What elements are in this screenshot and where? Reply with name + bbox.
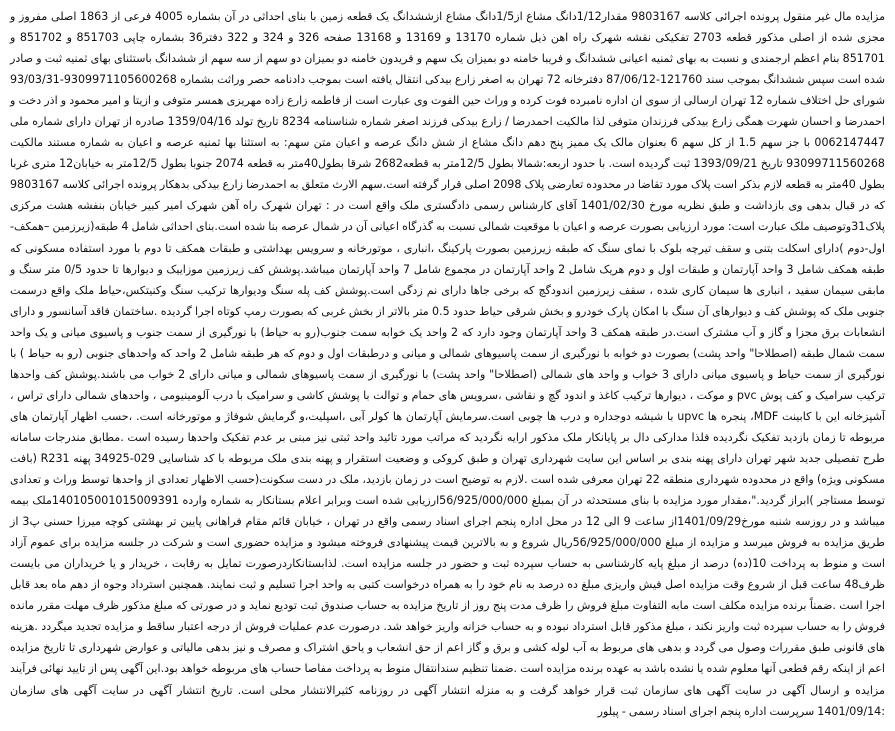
auction-notice-text: مزایده مال غیر منقول پرونده اجرائی کلاسه 9803167 مقدار1/12دانگ مشاع از1/5دانگ مشاع ازششدانگ یک قطعه زمین با بنای احداثی در آن بشماره 4005 فرعی از 1863 اصلی مفروز و مجزی شده از اصلی مذکور قطعه 2703 تفکیکی نقشه شهرک راه اهن ذیل شماره 13170 و 13169 و 13168 صفحه 326 و 324 و 322 دفتر36 بشماره چاپی 851703 و 851702 و 851701 بنام اعظم ارجمندی و نسبت به بهای ثمنیه اعیانی ششدانگ و فریبا خامنه دو بمیزان یک سهم و فریدون خامنه دو بمیزان دو سهم از سه سهم از ششدانگ باستثنای بهای ثمنیه ثبت و صادر شده است سپس ششدانگ بموجب سند 121760-87/06/12 دفترخانه 72 تهران به اصغر زارع بیدکی انتقال یافته است بموجب دادنامه حصر وراثت بشماره 9309971105600268-93/03/31 شورای حل اختلاف شماره 12 تهران ارسالی از سوی ان اداره نامبرده فوت کرده و وراث حین الفوت وی عبارت است از فاطمه زارع زاده مهریزی همسر متوفی و ازیتا و امیر محمود و اذر دخت و احمدرضا و احسان شهرت همگی زارع بیدکی فرزندان متوفی لذا مالکیت احمدرضا / زارع بیدکی فرزند اصغر شماره شناسنامه 8234 تاریخ تولد 1359/04/16 صادره از تهران دارای شماره ملی 0062147447 با جز سهم 1.5 از کل سهم 6 بعنوان مالک یک ممیز پنج دهم دانگ مشاع از شش دانگ عرصه و اعیان متن سهم: به استثنا بها ثمنیه عرصه و اعیان به شماره مستند مالکیت 93099711560268 تاریخ 1393/09/21 ثبت گردیده است. با حدود اربعه:شمالا بطول 12/5متر به قطعه2682 شرقا بطول40متر به قطعه 2074 جنوبا بطول 12/5متر به خیابان12 متری غربا بطول 40متر به قطعه لازم بذکر است پلاک مورد تقاضا در محدوده تعارضی پلاک 2098 اصلی قرار گرفته است.سهم الارث متعلق به احمدرضا زارع بیدکی بدهکار پرونده اجرائی کلاسه 9803167 که در قبال بدهی وی بازداشت و طبق نظریه مورخ 1401/02/30 آقای کارشناس رسمی دادگستری ملک واقع است در : تهران شهرک راه آهن شهرک امیر کبیر خیابان بنفشه هشت مرکزی پلاک31وتوصیف ملک عبارت است: مورد ارزیابی بصورت عرصه و اعیان با موقعیت شمالی نسبت به گذرگاه اعیانی آن در شمال عرصه بنا شده است.بنای احداثی شامل 4 طبقه(زیرزمین –همکف-اول-دوم )دارای اسکلت بتنی و سقف تیرچه بلوک با نمای سنگ که طبقه زیرزمین بصورت پارکینگ ،انباری ، موتورخانه و سرویس بهداشتی و طبقات همکف تا دوم با مورد استفاده مسکونی که طبقه همکف شامل 3 واحد آپارتمان و طبقات اول و دوم هریک شامل 2 واحد آپارتمان در مجموع شامل 7 واحد آپارتمان میباشد.پوشش کف زیرزمین موزاییک و دیوارها تا حدود 0/5 متر سنگ و مابقی سیمان سفید ، انباری ها سیمان کاری شده ، سقف زیرزمین اندودگچ که برخی جاها دارای نم زدگی است.پوشش کف پله سنگ ودیوارها ترکیب سنگ وکنیتکس،حیاط ملک واقع درسمت جنوبی ملک که پوشش کف و دیوارهای آن سنگ با امکان پارک خودرو و بخش شرقی حیاط حدود 0.5 متر بالاتر از بخش غربی که بصورت رمپ کوتاه اجرا گردیده .ساختمان فاقد آسانسور و دارای انشعابات برق مجزا و گاز و آب مشترک است.در طبقه همکف 3 واحد آپارتمان وجود دارد که 2 واحد یک خوابه سمت جنوب(رو به حیاط) با نورگیری از سمت جنوب و پاسیوی میانی و یک واحد سمت شمال طبقه (اصطلاحا" واحد پشت) بصورت دو خوابه با نورگیری از سمت پاسیوهای شمالی و میانی و درطبقات اول و دوم که هر طبقه شامل 2 واحد که واحدهای جنوبی (رو به حیاط ) با نورگیری از سمت حیاط و پاسیوی میانی دارای 3 خواب و واحد های شمالی (اصطلاحا" واحد پشت) با نورگیری از سمت پاسیوهای شمالی و میانی دارای 2 خواب می باشند.پوشش کف واحدها ترکیب سرامیک و کف پوش pvc و موکت ، دیوارها ترکیب کاغذ و اندود گچ و نقاشی ،سرویس های حمام و توالت با پوشش کاشی و سرامیک با درب آلومینیومی ، واحدهای شمالی دارای تراس ، آشپزخانه این با کابینت MDF، پنجره ها upvc با شیشه دوجداره و درب ها چوبی است.سرمایش آپارتمان ها کولر آبی ،اسپلیت،و گرمایش شوفاژ و موتورخانه است. ،حسب اظهار آپارتمان های مربوطه تا زمان بازدید تفکیک نگردیده فلذا مدارکی دال بر پایانکار ملک مذکور ارایه نگردید که مراتب مورد تائید واحد ثبتی نیز مبنی بر عدم تفکیک واحدها رسیده است .مطابق مندرجات سامانه طرح تفصیلی جدید شهر تهران دارای پهنه بندی بر اساس این سایت شهرداری تهران و طبق کروکی و وضعیت استقرار و پهنه بندی ملک مربوطه با کد شناسایی 029-34925 پهنه R231 (بافت مسکونی ویژه) واقع در محدوده شهرداری منطقه 22 تهران معرفی شده است .لازم به توضیح است در زمان بازدید، ملک در دست سکونت(حسب الاظهار تعدادی از واحدها توسط وراث و تعدادی توسط مستاجر )ابراز گردید."،مقدار مورد مزایده با بنای مستحدثه در آن بمبلغ 56/925/000/000ارزیابی شده است وبرابر اعلام بستانکار به شماره وارده 140105001015009391ملک بیمه میباشد و در روزسه شنبه مورخ1401/09/29از ساعت 9 الی 12 در محل اداره پنجم اجرای اسناد رسمی واقع در تهران ، خیابان قائم مقام فراهانی پایین تر بهشتی کوچه میرزا حسنی پ3 از طریق مزایده به فروش میرسد و مزایده از مبلغ 56/925/000/000ریال شروع و به بالاترین قیمت پیشنهادی فروخته میشود و مزایده حضوری است و شرکت در جلسه مزایده برای عموم آزاد است و منوط به پرداخت 10(ده) درصد از مبلغ پایه کارشناسی به حساب سپرده ثبت و حضور در جلسه مزایده است. لذابستانکاردرصورت تمایل به رقابت ، خریدار و یا خریداران می بایست ظرف48 ساعت قبل از شروع وقت مزایده اصل فیش واریزی مبلغ ده درصد به نام خود را به همراه درخواست کتبی به واحد اجرا تسلیم و ثبت نمایند. همچنین استرداد وجوه از دهم ماه بعد قابل اجرا است .ضمناً برنده مزایده مکلف است مابه التفاوت مبلغ فروش را ظرف مدت پنج روز از تاریخ مزایده به حساب صندوق ثبت تودیع نماید و در صورتی که مبلغ مذکور ظرف مهلت مقرر مانده فروش را به حساب سپرده ثبت واریز نکند ، مبلغ مذکور قابل استرداد نبوده و به حساب خزانه واریز خواهد شد. درصورت عدم عملیات فروش از درجه اعتبار ساقط و مزایده تجدید میگردد .هزینه های قانونی طبق مقررات وصول می گردد و بدهی های مربوط به آب لوله کشی و برق و گاز اعم از حق انشعاب و یاحق اشتراک و مصرف و نیز بدهی مالیاتی و عوارض شهرداری تا تاریخ مزایده اعم از اینکه رقم قطعی آنها معلوم شده یا نشده باشد به عهده برنده مزایده است .ضمنا تنظیم سندانتقال منوط به پرداخت مفاصا حساب های مربوطه خواهد بود.این آگهی پس از تایید نهائی فرآیند مزایده و ارسال آگهی در سایت آگهی های سازمان ثبت قرار خواهد گرفت و به منزله انتشار آگهی در روزنامه کثیرالانتشار محلی است. تاریخ انتشار آگهی در سایت آگهی های سازمان :1401/09/14 سرپرست اداره پنجم اجرای اسناد رسمی - پیلور bbox=[10, 10, 886, 718]
